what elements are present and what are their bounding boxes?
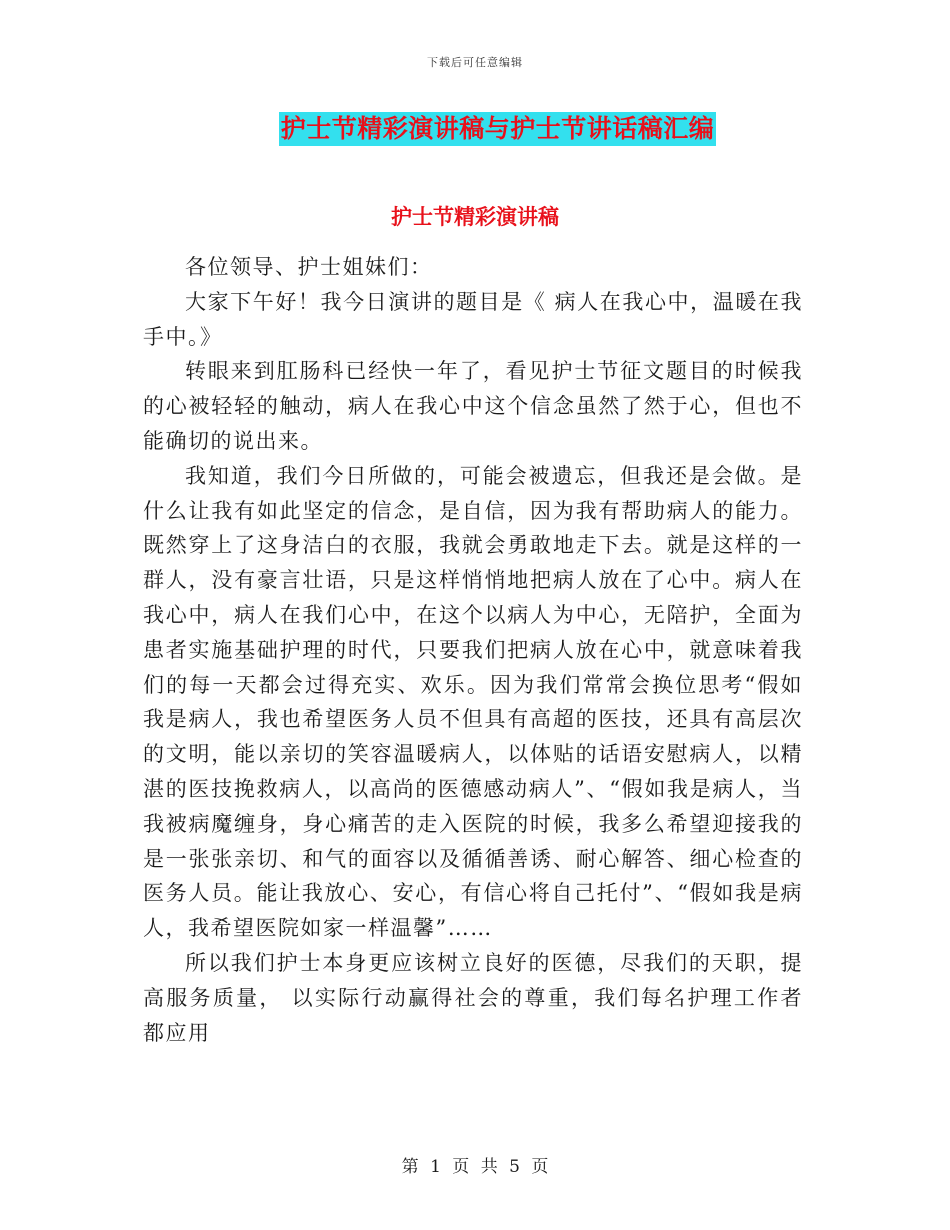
section-title: 护士节精彩演讲稿: [391, 204, 559, 229]
paragraph-intro: 大家下午好！我今日演讲的题目是《 病人在我心中，温暖在我手中。》: [143, 289, 803, 349]
paragraph-body: 所以我们护士本身更应该树立良好的医德，尽我们的天职，提高服务质量， 以实际行动赢得社会的尊重，我们每名护理工作者都应用: [143, 950, 803, 1045]
main-title: 护士节精彩演讲稿与护士节讲话稿汇编: [279, 112, 717, 146]
paragraph-body: 我知道，我们今日所做的，可能会被遗忘，但我还是会做。是什么让我有如此坚定的信念，是自信，因为我有帮助病人的能力。既然穿上了这身洁白的衣服，我就会勇敢地走下去。就是这样的一群人，没有豪言壮语，只是这样悄悄地把病人放在了心中。病人在我心中，病人在我们心中，在这个以病人为中心，无陪护，全面为患者实施基础护理的时代，只要我们把病人放在心中，就意味着我们的每一天都会过得充实、欢乐。因为我们常常会换位思考“假如我是病人，我也希望医务人员不但具有高超的医技，还具有高层次的文明，能以亲切的笑容温暖病人，以体贴的话语安慰病人，以精湛的医技挽救病人，以高尚的医德感动病人”、“假如我是病人，当我被病魔缠身，身心痛苦的走入医院的时候，我多么希望迎接我的是一张张亲切、和气的面容以及循循善诱、耐心解答、细心检查的医务人员。能让我放心、安心，有信心将自己托付”、“假如我是病人，我希望医院如家一样温馨”……: [143, 463, 803, 941]
page-number: 第 1 页 共 5 页: [401, 1157, 549, 1177]
paragraph-body: 转眼来到肛肠科已经快一年了，看见护士节征文题目的时候我的心被轻轻的触动，病人在我心中这个信念虽然了然于心，但也不能确切的说出来。: [143, 359, 803, 453]
main-title-container: [0, 112, 950, 146]
document-body: [143, 250, 803, 1050]
paragraph-greeting: 各位领导、护士姐妹们：: [185, 255, 433, 279]
header-note: 下载后可任意编辑: [427, 56, 523, 69]
